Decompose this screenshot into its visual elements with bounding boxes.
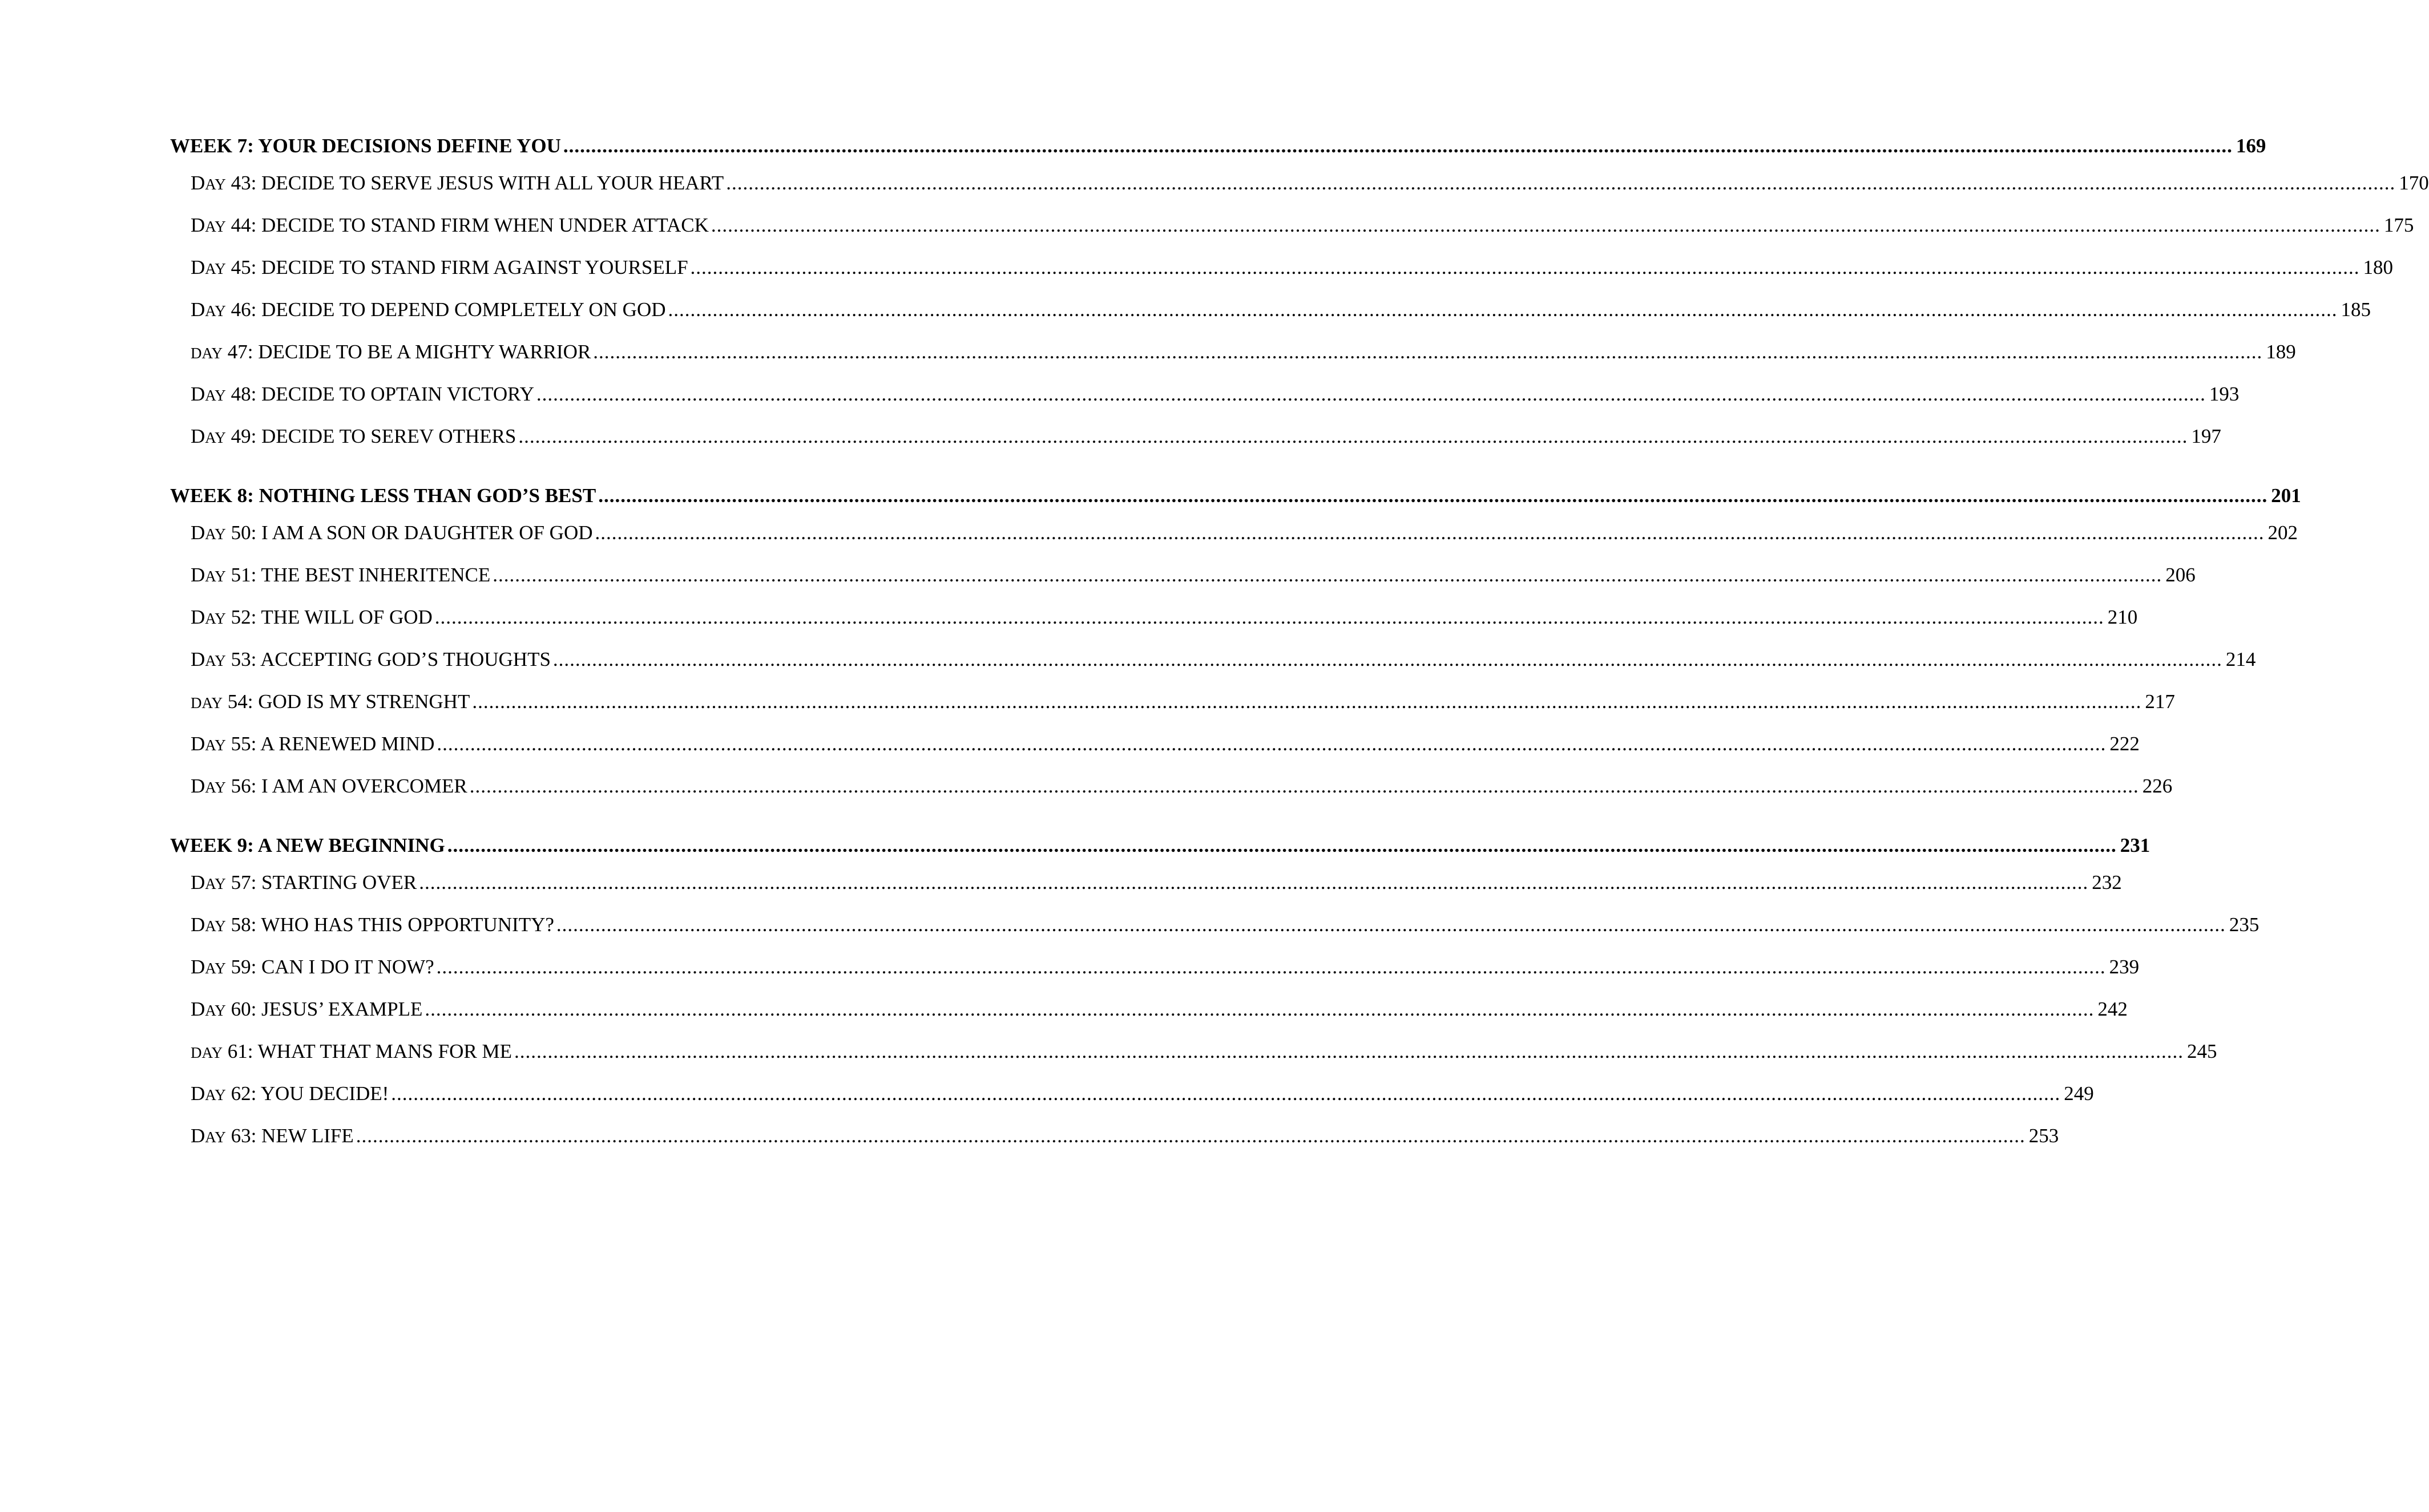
dot-leader: ............................................................................................................................................................................................................................................................................................................ bbox=[447, 834, 2117, 856]
page-number: 169 bbox=[2236, 135, 2266, 157]
day-entry[interactable] bbox=[170, 775, 2173, 799]
day-title bbox=[191, 521, 593, 545]
day-title bbox=[191, 1125, 354, 1149]
day-title-text: 48: DECIDE TO OPTAIN VICTORY bbox=[225, 383, 534, 405]
day-title bbox=[191, 733, 434, 757]
day-title bbox=[191, 256, 688, 280]
day-label-rest: AY bbox=[205, 610, 226, 627]
day-entry[interactable] bbox=[170, 956, 2140, 980]
day-label-initial: D bbox=[191, 298, 205, 321]
day-entry[interactable] bbox=[170, 172, 2429, 196]
page-number: 197 bbox=[2191, 425, 2221, 447]
day-label-rest: DAY bbox=[191, 694, 223, 711]
dot-leader: ............................................................................................................................................................................................................................................................................................................ bbox=[726, 172, 2396, 194]
page-number: 180 bbox=[2363, 256, 2394, 278]
day-title-text: 57: STARTING OVER bbox=[225, 871, 417, 894]
day-label-rest: AY bbox=[205, 960, 226, 977]
day-title-text: 60: JESUS’ EXAMPLE bbox=[225, 998, 423, 1020]
day-label-initial: D bbox=[191, 733, 205, 755]
page-number: 201 bbox=[2271, 484, 2301, 507]
day-label-initial: D bbox=[191, 521, 205, 544]
dot-leader: ............................................................................................................................................................................................................................................................................................................ bbox=[593, 341, 2263, 363]
day-label-rest: AY bbox=[205, 568, 226, 585]
dot-leader: ............................................................................................................................................................................................................................................................................................................ bbox=[668, 298, 2338, 321]
day-title bbox=[191, 564, 490, 588]
day-label-initial: D bbox=[191, 956, 205, 978]
week-heading[interactable] bbox=[170, 484, 2301, 507]
page-number: 206 bbox=[2165, 564, 2196, 586]
page-number: 217 bbox=[2145, 690, 2175, 713]
day-title-text: 58: WHO HAS THIS OPPORTUNITY? bbox=[225, 913, 554, 936]
page-number: 189 bbox=[2266, 341, 2296, 363]
dot-leader: ............................................................................................................................................................................................................................................................................................................ bbox=[518, 425, 2188, 447]
day-label-rest: AY bbox=[205, 652, 226, 669]
dot-leader: ............................................................................................................................................................................................................................................................................................................ bbox=[469, 775, 2139, 797]
day-label-initial: D bbox=[191, 383, 205, 405]
day-label-rest: AY bbox=[205, 875, 226, 892]
day-title bbox=[191, 341, 591, 365]
week-title: WEEK 7: YOUR DECISIONS DEFINE YOU bbox=[170, 135, 561, 157]
day-title bbox=[191, 383, 534, 407]
day-label-rest: AY bbox=[205, 917, 226, 935]
dot-leader: ............................................................................................................................................................................................................................................................................................................ bbox=[391, 1082, 2061, 1105]
day-title bbox=[191, 425, 516, 449]
page-number: 202 bbox=[2267, 521, 2298, 544]
day-title bbox=[191, 606, 433, 630]
page-number: 214 bbox=[2225, 648, 2256, 670]
dot-leader: ............................................................................................................................................................................................................................................................................................................ bbox=[436, 956, 2106, 978]
day-title bbox=[191, 298, 666, 322]
page-number: 185 bbox=[2341, 298, 2371, 321]
day-label-initial: D bbox=[191, 871, 205, 894]
day-label-initial: D bbox=[191, 214, 205, 236]
day-title-text: 56: I AM AN OVERCOMER bbox=[225, 775, 467, 797]
dot-leader: ............................................................................................................................................................................................................................................................................................................ bbox=[595, 521, 2265, 544]
day-label-initial: D bbox=[191, 256, 205, 278]
day-label-initial: D bbox=[191, 606, 205, 628]
day-entry[interactable] bbox=[170, 871, 2122, 895]
day-entry[interactable] bbox=[170, 606, 2138, 630]
day-entry[interactable] bbox=[170, 648, 2256, 672]
day-label-rest: AY bbox=[205, 1086, 226, 1103]
day-label-initial: D bbox=[191, 998, 205, 1020]
day-title-text: 61: WHAT THAT MANS FOR ME bbox=[223, 1040, 512, 1062]
page-number: 249 bbox=[2064, 1082, 2094, 1105]
day-label-initial: D bbox=[191, 1125, 205, 1147]
week-heading[interactable] bbox=[170, 834, 2150, 857]
day-title-text: 51: THE BEST INHERITENCE bbox=[225, 564, 491, 586]
page-number: 175 bbox=[2383, 214, 2414, 236]
toc-section-week-8 bbox=[170, 484, 2301, 799]
day-title bbox=[191, 648, 551, 672]
dot-leader: ............................................................................................................................................................................................................................................................................................................ bbox=[711, 214, 2380, 236]
day-label-initial: D bbox=[191, 172, 205, 194]
day-label-rest: AY bbox=[205, 176, 226, 193]
toc-section-week-7 bbox=[170, 135, 2429, 449]
page-number: 222 bbox=[2109, 733, 2140, 755]
dot-leader: ............................................................................................................................................................................................................................................................................................................ bbox=[419, 871, 2089, 894]
day-title-text: 50: I AM A SON OR DAUGHTER OF GOD bbox=[225, 521, 593, 544]
day-label-rest: DAY bbox=[191, 345, 223, 362]
page-number: 245 bbox=[2186, 1040, 2217, 1062]
day-label-rest: AY bbox=[205, 387, 226, 404]
toc-section-week-9 bbox=[170, 834, 2259, 1149]
dot-leader: ............................................................................................................................................................................................................................................................................................................ bbox=[552, 648, 2222, 670]
dot-leader: ............................................................................................................................................................................................................................................................................................................ bbox=[514, 1040, 2184, 1062]
week-title: WEEK 9: A NEW BEGINNING bbox=[170, 834, 445, 856]
dot-leader: ............................................................................................................................................................................................................................................................................................................ bbox=[472, 690, 2142, 713]
day-entry[interactable] bbox=[170, 564, 2196, 588]
day-entry[interactable] bbox=[170, 298, 2371, 322]
day-title bbox=[191, 214, 709, 238]
day-title bbox=[191, 1082, 389, 1106]
day-title-text: 47: DECIDE TO BE A MIGHTY WARRIOR bbox=[223, 341, 591, 363]
day-label-rest: AY bbox=[205, 737, 226, 754]
day-title-text: 49: DECIDE TO SEREV OTHERS bbox=[225, 425, 517, 447]
dot-leader: ............................................................................................................................................................................................................................................................................................................ bbox=[598, 484, 2268, 507]
day-entry[interactable] bbox=[170, 998, 2128, 1022]
page-number: 242 bbox=[2097, 998, 2128, 1020]
day-title-text: 52: THE WILL OF GOD bbox=[225, 606, 433, 628]
page-number: 210 bbox=[2107, 606, 2138, 628]
day-entry[interactable] bbox=[170, 521, 2298, 545]
day-title-text: 46: DECIDE TO DEPEND COMPLETELY ON GOD bbox=[225, 298, 666, 321]
day-title-text: 43: DECIDE TO SERVE JESUS WITH ALL YOUR HEART bbox=[225, 172, 724, 194]
day-entry[interactable] bbox=[170, 214, 2414, 238]
day-label-rest: AY bbox=[205, 1129, 226, 1146]
day-label-rest: AY bbox=[205, 429, 226, 446]
day-label-initial: D bbox=[191, 425, 205, 447]
day-label-rest: AY bbox=[205, 260, 226, 277]
page-number: 170 bbox=[2399, 172, 2429, 194]
day-label-rest: AY bbox=[205, 302, 226, 320]
day-title-text: 53: ACCEPTING GOD’S THOUGHTS bbox=[225, 648, 551, 670]
day-title bbox=[191, 998, 422, 1022]
day-title-text: 45: DECIDE TO STAND FIRM AGAINST YOURSELF bbox=[225, 256, 688, 278]
day-entry[interactable] bbox=[170, 913, 2259, 937]
day-entry[interactable] bbox=[170, 383, 2240, 407]
day-label-initial: D bbox=[191, 1082, 205, 1105]
day-title bbox=[191, 1040, 512, 1064]
dot-leader: ............................................................................................................................................................................................................................................................................................................ bbox=[690, 256, 2360, 278]
week-heading[interactable] bbox=[170, 135, 2266, 157]
day-label-rest: DAY bbox=[191, 1044, 223, 1061]
day-entry[interactable] bbox=[170, 1040, 2217, 1064]
page-number: 231 bbox=[2120, 834, 2150, 856]
dot-leader: ............................................................................................................................................................................................................................................................................................................ bbox=[556, 913, 2226, 936]
dot-leader: ............................................................................................................................................................................................................................................................................................................ bbox=[437, 733, 2107, 755]
day-title-text: 62: YOU DECIDE! bbox=[225, 1082, 389, 1105]
day-entry[interactable] bbox=[170, 1082, 2094, 1106]
page-number: 193 bbox=[2209, 383, 2240, 405]
day-title-text: 55: A RENEWED MIND bbox=[225, 733, 435, 755]
day-entry[interactable] bbox=[170, 690, 2175, 714]
day-title bbox=[191, 690, 470, 714]
day-label-rest: AY bbox=[205, 1002, 226, 1019]
day-entry[interactable] bbox=[170, 1125, 2059, 1149]
day-title-text: 63: NEW LIFE bbox=[225, 1125, 354, 1147]
day-title-text: 44: DECIDE TO STAND FIRM WHEN UNDER ATTACK bbox=[225, 214, 709, 236]
page-number: 232 bbox=[2092, 871, 2122, 894]
day-entry[interactable] bbox=[170, 733, 2140, 757]
day-label-initial: D bbox=[191, 775, 205, 797]
day-label-initial: D bbox=[191, 564, 205, 586]
day-entry[interactable] bbox=[170, 256, 2394, 280]
page-number: 226 bbox=[2142, 775, 2173, 797]
day-label-initial: D bbox=[191, 913, 205, 936]
dot-leader: ............................................................................................................................................................................................................................................................................................................ bbox=[434, 606, 2104, 628]
page-number: 239 bbox=[2109, 956, 2140, 978]
day-title bbox=[191, 871, 417, 895]
day-title bbox=[191, 956, 434, 980]
table-of-contents bbox=[170, 135, 2429, 1167]
dot-leader: ............................................................................................................................................................................................................................................................................................................ bbox=[536, 383, 2206, 405]
day-title-text: 54: GOD IS MY STRENGHT bbox=[223, 690, 470, 713]
dot-leader: ............................................................................................................................................................................................................................................................................................................ bbox=[563, 135, 2233, 157]
dot-leader: ............................................................................................................................................................................................................................................................................................................ bbox=[356, 1125, 2025, 1147]
day-label-initial: D bbox=[191, 648, 205, 670]
page-number: 235 bbox=[2229, 913, 2259, 936]
week-title: WEEK 8: NOTHING LESS THAN GOD’S BEST bbox=[170, 484, 596, 507]
dot-leader: ............................................................................................................................................................................................................................................................................................................ bbox=[425, 998, 2095, 1020]
day-title bbox=[191, 913, 554, 937]
day-title bbox=[191, 172, 724, 196]
day-label-rest: AY bbox=[205, 779, 226, 796]
day-label-rest: AY bbox=[205, 525, 226, 543]
dot-leader: ............................................................................................................................................................................................................................................................................................................ bbox=[493, 564, 2162, 586]
day-label-rest: AY bbox=[205, 218, 226, 235]
day-entry[interactable] bbox=[170, 341, 2296, 365]
day-entry[interactable] bbox=[170, 425, 2221, 449]
day-title bbox=[191, 775, 467, 799]
page-number: 253 bbox=[2028, 1125, 2059, 1147]
day-title-text: 59: CAN I DO IT NOW? bbox=[225, 956, 434, 978]
